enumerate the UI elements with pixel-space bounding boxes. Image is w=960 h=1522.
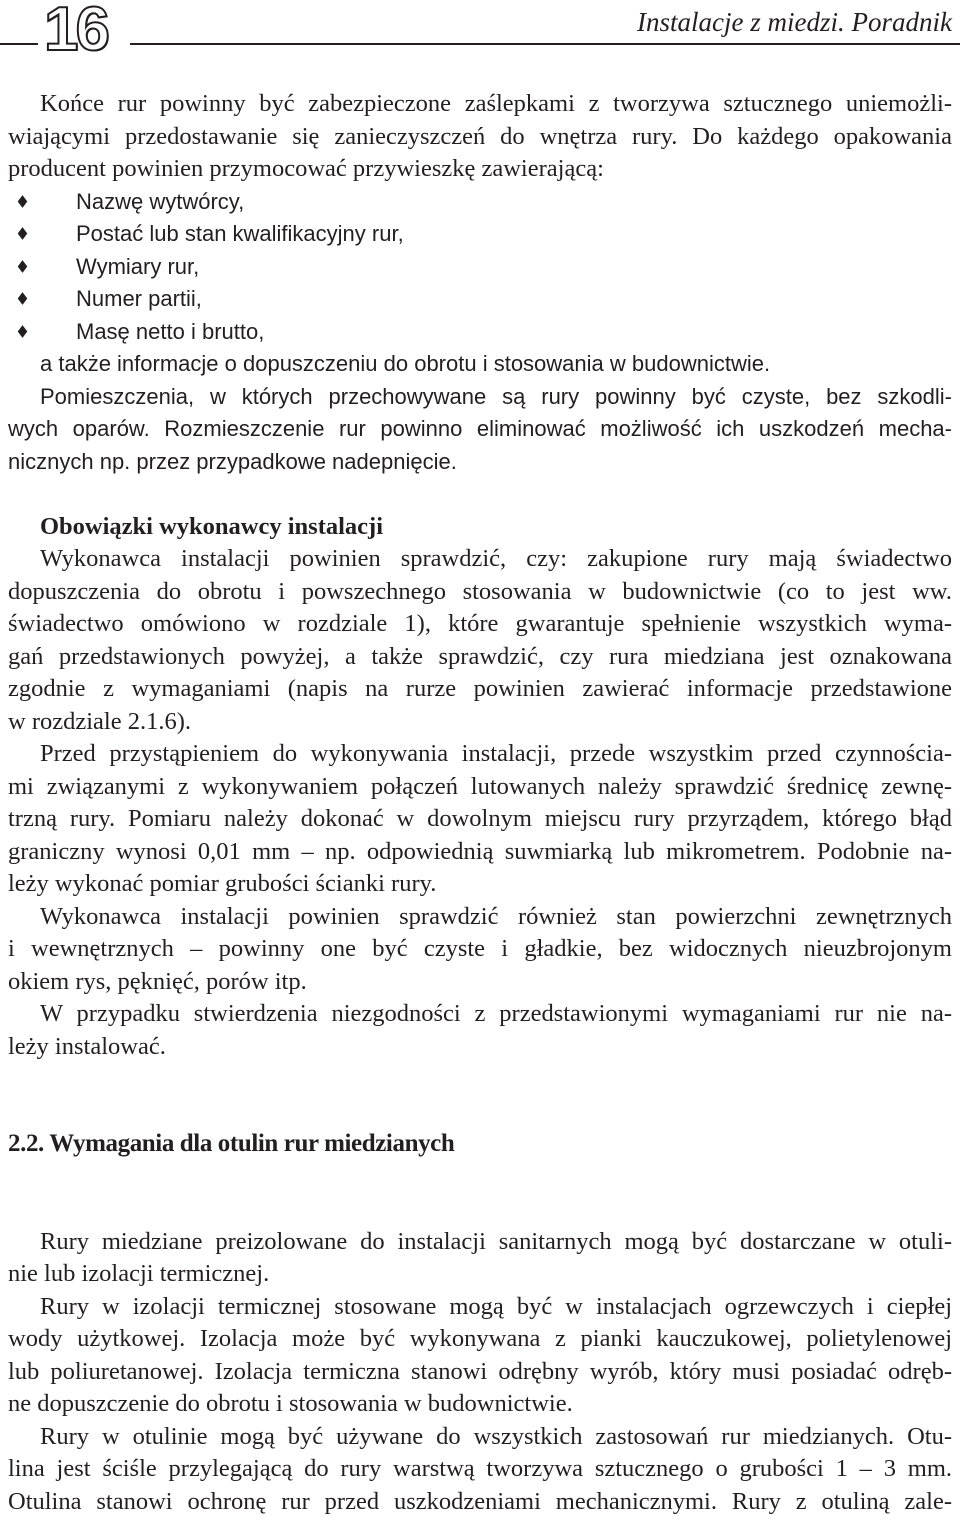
line-text: trzną rury. Pomiaru należy dokonać w dowolnym miejscu rury przyrządem, którego błąd: [8, 805, 952, 832]
list-item: [8, 316, 952, 349]
spacer: [8, 478, 952, 511]
paragraph-line: [8, 348, 952, 381]
paragraph-line: [8, 413, 952, 446]
line-text: wiającymi przedostawanie się zanieczyszczeń do wnętrza rury. Do każdego opakowania: [8, 122, 952, 150]
list-item: [8, 218, 952, 251]
paragraph-line: [8, 836, 952, 869]
heading-text: 2.2. Wymagania dla otulin rur miedzianych: [8, 1130, 455, 1157]
line-text: producent powinien przymocować przywieszkę zawierającą:: [8, 155, 604, 182]
spacer: [8, 1096, 952, 1129]
paragraph-line: [8, 1291, 952, 1324]
line-text: wych oparów. Rozmieszczenie rur powinno eliminować możliwość ich uszkodzeń mecha-: [8, 416, 952, 441]
line-text: Końce rur powinny być zabezpieczone zaślepkami z tworzywa sztucznego uniemożli-: [40, 90, 952, 117]
heading-text: Obowiązki wykonawcy instalacji: [40, 512, 384, 540]
paragraph-line: [8, 641, 952, 674]
paragraph-line: [8, 576, 952, 609]
paragraph-line: [8, 1453, 952, 1486]
line-text: Pomieszczenia, w których przechowywane są rury powinny być czyste, bez szkodli-: [40, 383, 952, 409]
line-text: Przed przystąpieniem do wykonywania instalacji, przede wszystkim przed czynnościa-: [40, 740, 952, 767]
line-text: leży wykonać pomiar grubości ścianki rury.: [8, 870, 437, 897]
list-item-text: Masę netto i brutto,: [76, 318, 265, 344]
spacer: [8, 1161, 952, 1194]
diamond-icon: [18, 325, 28, 338]
diamond-icon: [18, 292, 28, 305]
page-number: 16: [44, 0, 107, 64]
paragraph-line: [8, 88, 952, 121]
line-text: w rozdziale 2.1.6).: [8, 707, 191, 735]
paragraph-line: [8, 1486, 952, 1519]
diamond-icon: [18, 227, 28, 240]
line-text: zgodnie z wymaganiami (napis na rurze powinien zawierać informacje przedstawione: [8, 675, 952, 702]
diamond-icon: [18, 195, 28, 208]
paragraph-line: [8, 608, 952, 641]
running-title: Instalacje z miedzi. Poradnik: [637, 7, 952, 37]
line-text: lub poliuretanowej. Izolacja termiczna stanowi odrębny wyrób, który musi posiadać odręb-: [8, 1357, 952, 1385]
line-text: Rury w izolacji termicznej stosowane mogą być w instalacjach ogrzewczych i ciepłej: [40, 1292, 952, 1320]
line-text: mi związanymi z wykonywaniem połączeń lutowanych należy sprawdzić średnicę zewnę-: [8, 772, 952, 800]
line-text: dopuszczenia do obrotu i powszechnego stosowania w budownictwie (co to jest ww.: [8, 577, 952, 605]
line-text: wody użytkowej. Izolacja może być wykonywana z pianki kauczukowej, polietylenowej: [8, 1325, 952, 1352]
page-body: [8, 88, 952, 1518]
paragraph-line: [8, 153, 952, 186]
line-text: Rury miedziane preizolowane do instalacji sanitarnych mogą być dostarczane w otuli-: [40, 1227, 952, 1255]
paragraph-line: [8, 543, 952, 576]
list-item-text: Numer partii,: [76, 286, 202, 311]
header-rule-left: [0, 43, 38, 45]
paragraph-line: [8, 998, 952, 1031]
list-item-text: Nazwę wytwórcy,: [76, 188, 245, 214]
line-text: nicznych np. przez przypadkowe nadepnięcie.: [8, 448, 457, 474]
line-text: ne dopuszczenie do obrotu i stosowania w budownictwie.: [8, 1390, 573, 1417]
list-item: [8, 186, 952, 219]
paragraph-line: [8, 1356, 952, 1389]
line-text: świadectwo omówiono w rozdziale 1), które gwarantuje spełnienie wszystkich wyma-: [8, 610, 952, 637]
paragraph-line: [8, 868, 952, 901]
section-heading: [8, 1128, 952, 1161]
paragraph-line: [8, 381, 952, 414]
line-text: Wykonawca instalacji powinien sprawdzić również stan powierzchni zewnętrznych: [40, 902, 952, 930]
paragraph-line: [8, 771, 952, 804]
line-text: Wykonawca instalacji powinien sprawdzić, czy: zakupione rury mają świadectwo: [40, 545, 952, 572]
paragraph-line: [8, 1226, 952, 1259]
line-text: nie lub izolacji termicznej.: [8, 1260, 270, 1287]
line-text: gań przedstawionych powyżej, a także sprawdzić, czy rura miedziana jest oznakowana: [8, 642, 952, 670]
line-text: i wewnętrznych – powinny one być czyste i gładkie, bez widocznych nieuzbrojonym: [8, 935, 952, 962]
paragraph-line: [8, 1421, 952, 1454]
line-text: leży instalować.: [8, 1032, 166, 1060]
paragraph-line: [8, 803, 952, 836]
list-item: [8, 283, 952, 316]
paragraph-line: [8, 446, 952, 479]
line-text: a także informacje o dopuszczeniu do obrotu i stosowania w budownictwie.: [40, 351, 771, 376]
list-item: [8, 251, 952, 284]
paragraph-line: [8, 673, 952, 706]
paragraph-line: [8, 966, 952, 999]
paragraph-line: [8, 1031, 952, 1064]
spacer: [8, 1193, 952, 1226]
paragraph-line: [8, 1323, 952, 1356]
header-rule-right: [130, 43, 960, 45]
paragraph-line: [8, 738, 952, 771]
paragraph-line: [8, 1388, 952, 1421]
paragraph-line: [8, 706, 952, 739]
diamond-icon: [18, 260, 28, 273]
paragraph-line: [8, 1258, 952, 1291]
paragraph-line: [8, 901, 952, 934]
paragraph-line: [8, 933, 952, 966]
section-heading: [8, 511, 952, 544]
line-text: graniczny wynosi 0,01 mm – np. odpowiednią suwmiarką lub mikrometrem. Podobnie na-: [8, 837, 952, 865]
line-text: Otulina stanowi ochronę rur przed uszkodzeniami mechanicznymi. Rury z otuliną zale-: [8, 1487, 952, 1515]
line-text: W przypadku stwierdzenia niezgodności z przedstawionymi wymaganiami rur nie na-: [40, 1000, 952, 1027]
line-text: Rury w otulinie mogą być używane do wszystkich zastosowań rur miedzianych. Otu-: [40, 1422, 952, 1450]
line-text: okiem rys, pęknięć, porów itp.: [8, 967, 307, 995]
list-item-text: Postać lub stan kwalifikacyjny rur,: [76, 221, 404, 246]
paragraph-line: [8, 121, 952, 154]
line-text: lina jest ściśle przylegającą do rury warstwą tworzywa sztucznego o grubości 1 – 3 mm.: [8, 1455, 952, 1482]
list-item-text: Wymiary rur,: [76, 253, 200, 279]
spacer: [8, 1063, 952, 1096]
